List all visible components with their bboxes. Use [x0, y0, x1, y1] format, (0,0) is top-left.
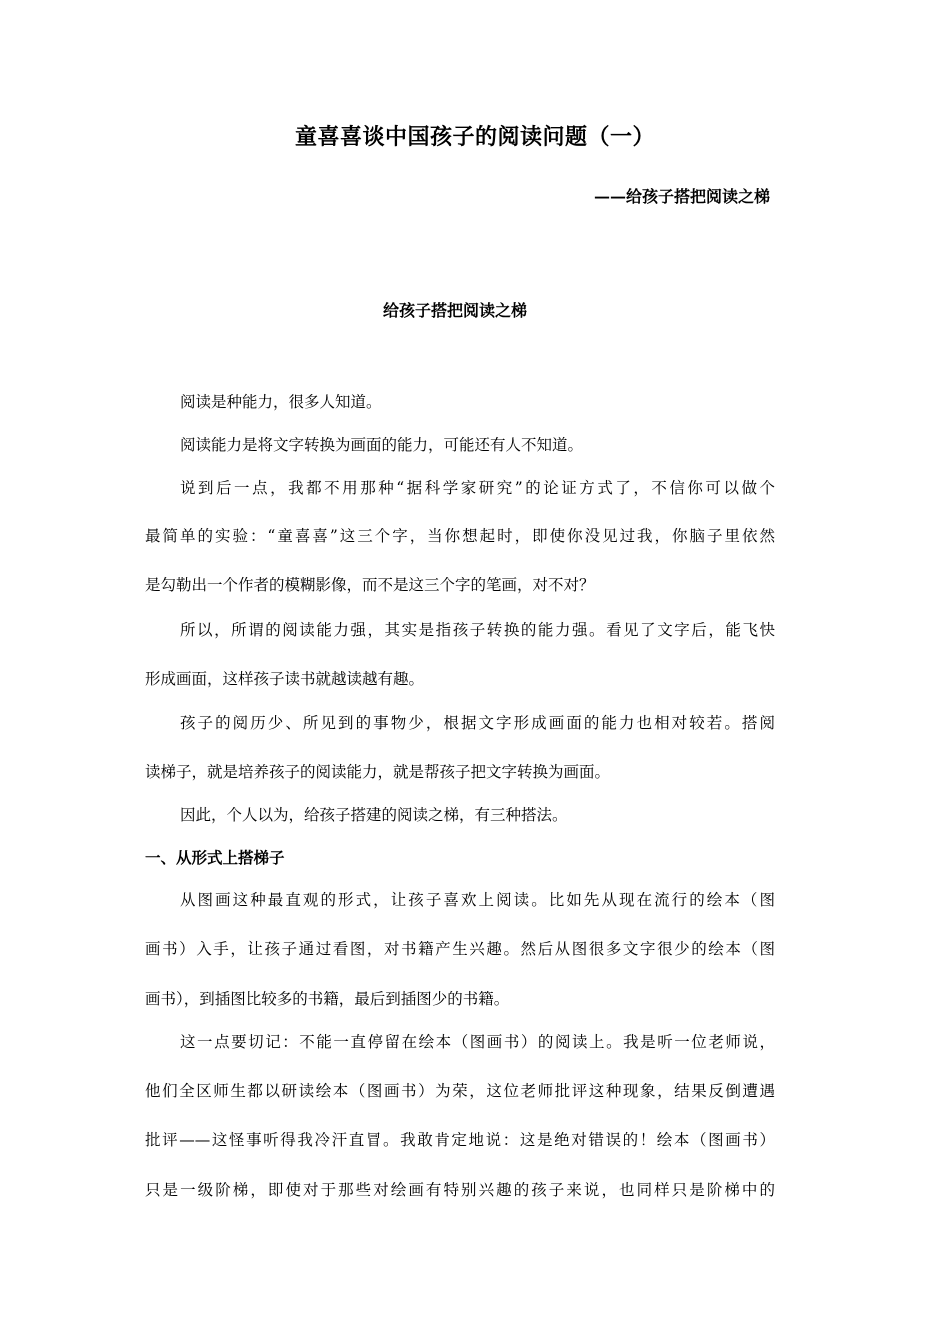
- paragraph-line: 所以，所谓的阅读能力强，其实是指孩子转换的能力强。看见了文字后，能飞快: [180, 621, 775, 639]
- paragraph-line: 批评——这怪事听得我冷汗直冒。我敢肯定地说：这是绝对错误的！绘本（图画书）: [145, 1131, 775, 1149]
- paragraph-line: 最简单的实验：“童喜喜”这三个字，当你想起时，即使你没见过我，你脑子里依然: [145, 527, 775, 545]
- paragraph-line: 说到后一点，我都不用那种“据科学家研究”的论证方式了，不信你可以做个: [180, 479, 775, 497]
- paragraph-line: 从图画这种最直观的形式，让孩子喜欢上阅读。比如先从现在流行的绘本（图: [180, 891, 775, 909]
- section-title: 给孩子搭把阅读之梯: [382, 301, 527, 320]
- paragraph-line: 形成画面，这样孩子读书就越读越有趣。: [145, 670, 425, 688]
- paragraph-line: 因此，个人以为，给孩子搭建的阅读之梯，有三种搭法。: [180, 806, 568, 824]
- paragraph-line: 画书）入手，让孩子通过看图，对书籍产生兴趣。然后从图很多文字很少的绘本（图: [145, 940, 775, 958]
- paragraph-line: 阅读能力是将文字转换为画面的能力，可能还有人不知道。: [180, 436, 584, 454]
- paragraph-line: 这一点要切记：不能一直停留在绘本（图画书）的阅读上。我是听一位老师说，: [180, 1033, 775, 1051]
- paragraph-line: 画书），到插图比较多的书籍，最后到插图少的书籍。: [145, 990, 510, 1008]
- paragraph-line: 是勾勒出一个作者的模糊影像，而不是这三个字的笔画，对不对？: [145, 576, 595, 594]
- section-heading: 一、从形式上搭梯子: [145, 848, 285, 867]
- document-title: 童喜喜谈中国孩子的阅读问题（一）: [294, 124, 655, 150]
- paragraph-line: 读梯子，就是培养孩子的阅读能力，就是帮孩子把文字转换为画面。: [145, 763, 611, 781]
- paragraph-line: 只是一级阶梯，即使对于那些对绘画有特别兴趣的孩子来说，也同样只是阶梯中的: [145, 1181, 775, 1199]
- paragraph-line: 阅读是种能力，很多人知道。: [180, 393, 382, 411]
- paragraph-line: 他们全区师生都以研读绘本（图画书）为荣，这位老师批评这种现象，结果反倒遭遇: [145, 1082, 775, 1100]
- document-subtitle: ——给孩子搭把阅读之梯: [593, 187, 770, 206]
- paragraph-line: 孩子的阅历少、所见到的事物少，根据文字形成画面的能力也相对较若。搭阅: [180, 714, 775, 732]
